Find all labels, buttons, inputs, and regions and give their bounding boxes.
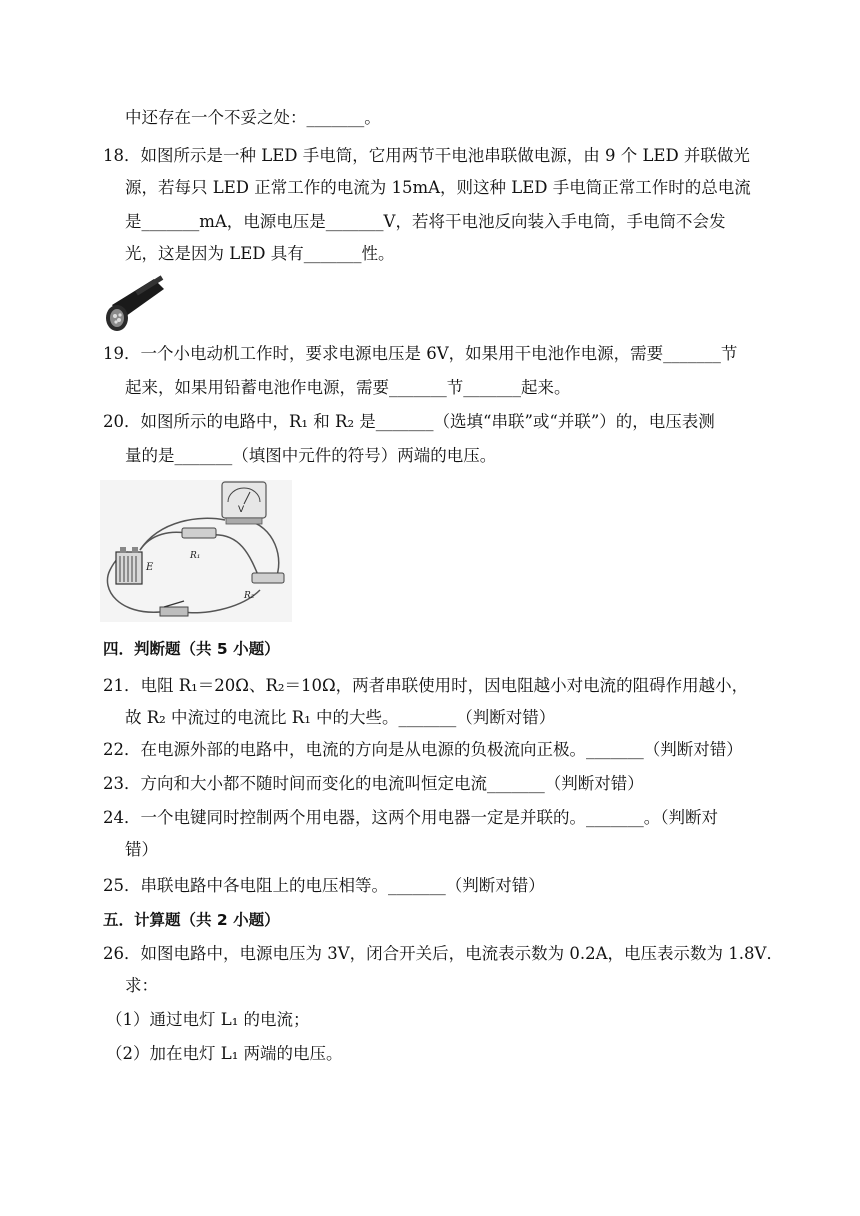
- q18-line-1: 18．如图所示是一种 LED 手电筒，它用两节干电池串联做电源，由 9 个 LED 并联做光: [103, 146, 750, 165]
- q21-line-1: 21．电阻 R₁＝20Ω、R₂＝10Ω，两者串联使用时，因电阻越小对电流的阻碍作用越小，: [103, 676, 749, 695]
- flashlight-figure: [104, 275, 166, 335]
- r2-label: R₂: [244, 591, 255, 601]
- q19-line-2: 起来，如果用铅蓄电池作电源，需要_______节_______起来。: [125, 378, 571, 397]
- q26-line-2: 求：: [125, 976, 158, 995]
- q23-line: 23．方向和大小都不随时间而变化的电流叫恒定电流_______（判断对错）: [103, 774, 644, 793]
- voltmeter-label: V: [238, 505, 245, 515]
- q26-sub-1: （1）通过电灯 L₁ 的电流；: [106, 1010, 310, 1029]
- q20-line-1: 20．如图所示的电路中，R₁ 和 R₂ 是_______（选填“串联”或“并联”）的，电压表测: [103, 412, 715, 431]
- battery-label: E: [146, 562, 154, 573]
- circuit-figure: [100, 480, 292, 622]
- q18-line-3: 是_______mA，电源电压是_______V，若将干电池反向装入手电筒，手电筒不会发: [125, 212, 726, 231]
- q24-line-1: 24．一个电键同时控制两个用电器，这两个用电器一定是并联的。_______。（判断对: [103, 808, 718, 827]
- r1-label: R₁: [190, 551, 201, 561]
- q18-line-4: 光，这是因为 LED 具有_______性。: [125, 244, 395, 263]
- q24-line-2: 错）: [125, 840, 158, 859]
- q26-sub-2: （2）加在电灯 L₁ 两端的电压。: [106, 1044, 343, 1063]
- q18-line-2: 源，若每只 LED 正常工作的电流为 15mA，则这种 LED 手电筒正常工作时的总电流: [125, 178, 751, 197]
- section-4-heading: 四．判断题（共 5 小题）: [103, 640, 280, 658]
- q22-line: 22．在电源外部的电路中，电流的方向是从电源的负极流向正极。_______（判断对错）: [103, 740, 743, 759]
- q25-line: 25．串联电路中各电阻上的电压相等。_______（判断对错）: [103, 876, 545, 895]
- q26-line-1: 26．如图电路中，电源电压为 3V，闭合开关后，电流表示数为 0.2A，电压表示数为 1.8V．: [103, 944, 783, 963]
- q19-line-1: 19．一个小电动机工作时，要求电源电压是 6V，如果用干电池作电源，需要_______节: [103, 344, 738, 363]
- q20-line-2: 量的是_______（填图中元件的符号）两端的电压。: [125, 446, 497, 465]
- q17-tail-line: 中还存在一个不妥之处：_______。: [125, 108, 381, 127]
- q21-line-2: 故 R₂ 中流过的电流比 R₁ 中的大些。_______（判断对错）: [125, 708, 556, 727]
- section-5-heading: 五．计算题（共 2 小题）: [103, 911, 280, 929]
